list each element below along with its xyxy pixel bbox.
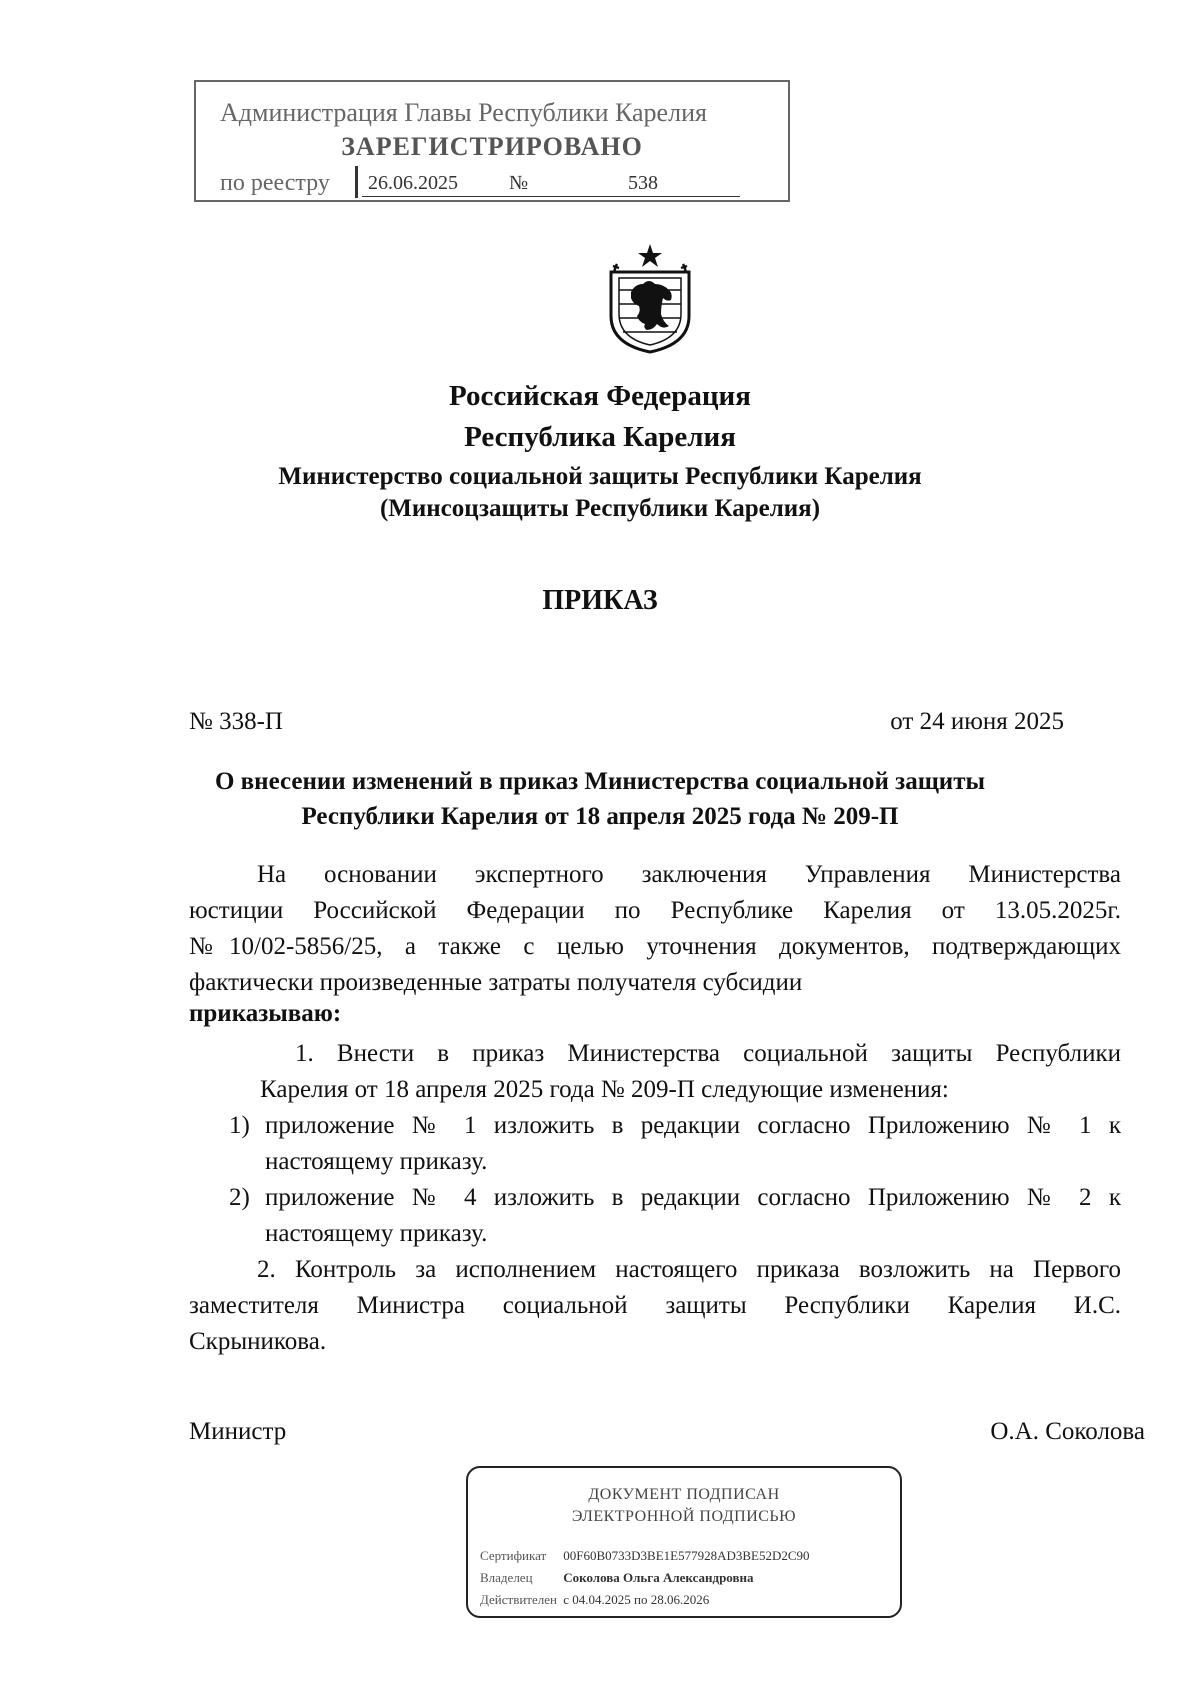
registration-authority: Администрация Главы Республики Карелия	[220, 98, 707, 127]
preamble	[189, 857, 1121, 1001]
registration-underline	[362, 196, 740, 197]
registration-number-sign: №	[509, 172, 529, 194]
esign-heading: ДОКУМЕНТ ПОДПИСАН	[588, 1486, 780, 1503]
header-country: Российская Федерация	[449, 380, 751, 412]
sub-item-line: настоящему приказу.	[265, 1220, 488, 1247]
order-subject-line: Республики Карелия от 18 апреля 2025 года № 209-П	[301, 803, 899, 830]
esign-owner-value: Соколова Ольга Александровна	[563, 1570, 754, 1585]
order-item-line: Карелия от 18 апреля 2025 года № 209-П следующие изменения:	[260, 1076, 949, 1103]
preamble-line: №10/02-5856/25, а также с целью уточнения документов, подтверждающих	[189, 933, 1121, 960]
order-subject	[0, 764, 1200, 834]
preamble-line: юстиции Российской Федерации по Республике Карелия от 13.05.2025г.	[189, 897, 1121, 924]
registry-label: по реестру	[220, 170, 330, 196]
sub-item-line: приложение № 1 изложить в редакции согласно Приложению № 1 к	[265, 1112, 1121, 1139]
esign-certificate-label: Сертификат	[480, 1548, 547, 1563]
header-ministry: Министерство социальной защиты Республики Карелия	[278, 463, 922, 490]
sub-item-line: настоящему приказу.	[265, 1148, 488, 1175]
sub-item-number: 2)	[229, 1184, 250, 1211]
preamble-line: На основании экспертного заключения Управления Министерства	[257, 861, 1121, 888]
sub-item-1	[229, 1108, 1121, 1180]
registration-status: ЗАРЕГИСТРИРОВАНО	[341, 132, 643, 161]
preamble-line: фактически произведенные затраты получателя субсидии	[189, 969, 803, 996]
order-number: № 338-П	[189, 708, 283, 735]
document-type: ПРИКАЗ	[542, 585, 658, 616]
order-item-line: 1. Внести в приказ Министерства социальной защиты Республики	[295, 1040, 1121, 1067]
order-item-2	[189, 1252, 1121, 1360]
order-date: от 24 июня 2025	[890, 708, 1064, 735]
signer-name: О.А. Соколова	[990, 1418, 1145, 1445]
esign-valid-row	[480, 1592, 709, 1608]
sub-item-2	[229, 1180, 1121, 1252]
order-item-line: Скрыникова.	[189, 1328, 327, 1355]
order-item-line: заместителя Министра социальной защиты Республики Карелия И.С.	[189, 1292, 1121, 1319]
e-signature-stamp	[466, 1466, 902, 1618]
registration-number: 538	[628, 172, 658, 194]
registration-date: 26.06.2025	[368, 172, 458, 194]
esign-heading: ЭЛЕКТРОННОЙ ПОДПИСЬЮ	[571, 1508, 797, 1525]
sub-item-number: 1)	[229, 1112, 250, 1139]
header-ministry-short: (Минсоцзащиты Республики Карелия)	[379, 495, 821, 522]
registry-divider	[355, 166, 358, 198]
header-republic: Республика Карелия	[464, 421, 736, 453]
signer-title: Министр	[189, 1418, 287, 1445]
esign-owner-row	[480, 1570, 754, 1586]
esign-certificate-row	[480, 1548, 810, 1564]
esign-owner-label: Владелец	[480, 1570, 533, 1585]
esign-valid-value: с 04.04.2025 по 28.06.2026	[563, 1592, 710, 1607]
coat-of-arms-icon	[603, 242, 697, 354]
order-item-1	[260, 1036, 1121, 1108]
registration-stamp	[194, 80, 790, 202]
order-item-line: 2. Контроль за исполнением настоящего приказа возложить на Первого	[257, 1256, 1121, 1283]
decree-word: приказываю:	[189, 1000, 342, 1027]
order-subject-line: О внесении изменений в приказ Министерства социальной защиты	[214, 768, 986, 795]
sub-item-line: приложение № 4 изложить в редакции согласно Приложению № 2 к	[265, 1184, 1121, 1211]
esign-certificate-value: 00F60B0733D3BE1E577928AD3BE52D2C90	[563, 1548, 810, 1563]
esign-valid-label: Действителен	[480, 1592, 557, 1607]
